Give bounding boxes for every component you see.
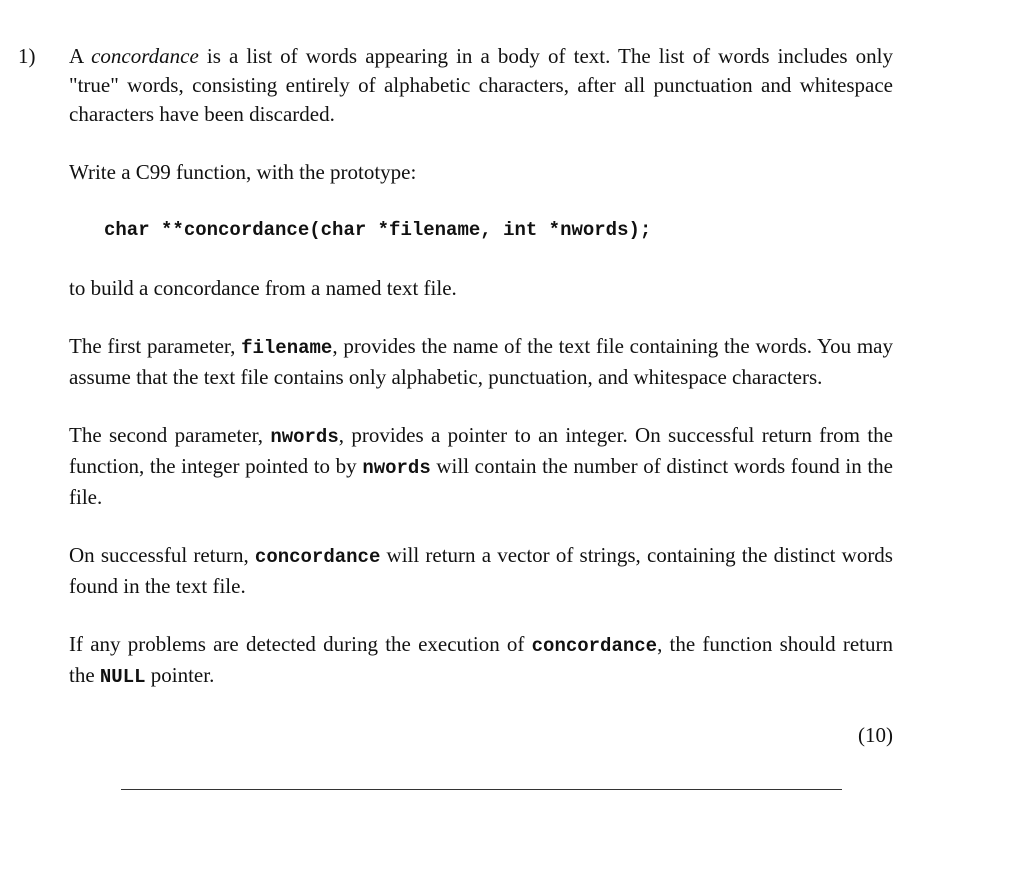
divider-rule bbox=[121, 789, 842, 790]
prototype-intro: Write a C99 function, with the prototype: bbox=[69, 160, 417, 184]
param2-code1: nwords bbox=[270, 426, 339, 448]
return-code: concordance bbox=[254, 546, 381, 568]
intro-lead: A bbox=[69, 44, 92, 68]
return-after: will return a vector of strings, containing the distinct words found in the text file. bbox=[69, 543, 893, 598]
error-middle: , the function should return the bbox=[69, 632, 893, 687]
param2-code2: nwords bbox=[362, 457, 431, 479]
param2-middle: , provides a pointer to an integer. On successful return from the function, the integer pointed to by bbox=[69, 423, 893, 478]
return-before: On successful return, bbox=[69, 543, 255, 567]
return-paragraph bbox=[69, 541, 893, 601]
question-number: 1) bbox=[18, 44, 36, 68]
purpose-paragraph: to build a concordance from a named text file. bbox=[69, 276, 457, 300]
marks-value: (10) bbox=[858, 723, 893, 747]
param1-after: , provides the name of the text file containing the words. You may assume that the text file contains only alphabetic, punctuation, and whitespace characters. bbox=[69, 334, 893, 389]
param2-after: will contain the number of distinct words found in the file. bbox=[69, 454, 893, 509]
param1-paragraph bbox=[69, 332, 893, 392]
param1-before: The first parameter, bbox=[69, 334, 242, 358]
intro-paragraph bbox=[69, 42, 893, 129]
intro-rest: is a list of words appearing in a body of text. The list of words includes only "true" words, consisting entirely of alphabetic characters, after all punctuation and whitespace characters have been discarded. bbox=[69, 44, 893, 126]
param2-before: The second parameter, bbox=[69, 423, 271, 447]
param1-code: filename bbox=[241, 337, 333, 359]
question-body bbox=[69, 42, 893, 750]
error-code2: NULL bbox=[99, 666, 146, 688]
param2-paragraph bbox=[69, 421, 893, 512]
intro-term: concordance bbox=[91, 44, 199, 68]
error-before: If any problems are detected during the execution of bbox=[69, 632, 532, 656]
prototype-code: char **concordance(char *filename, int *nwords); bbox=[104, 219, 652, 241]
error-after: pointer. bbox=[145, 663, 215, 687]
error-code1: concordance bbox=[531, 635, 658, 657]
error-paragraph bbox=[69, 630, 893, 692]
